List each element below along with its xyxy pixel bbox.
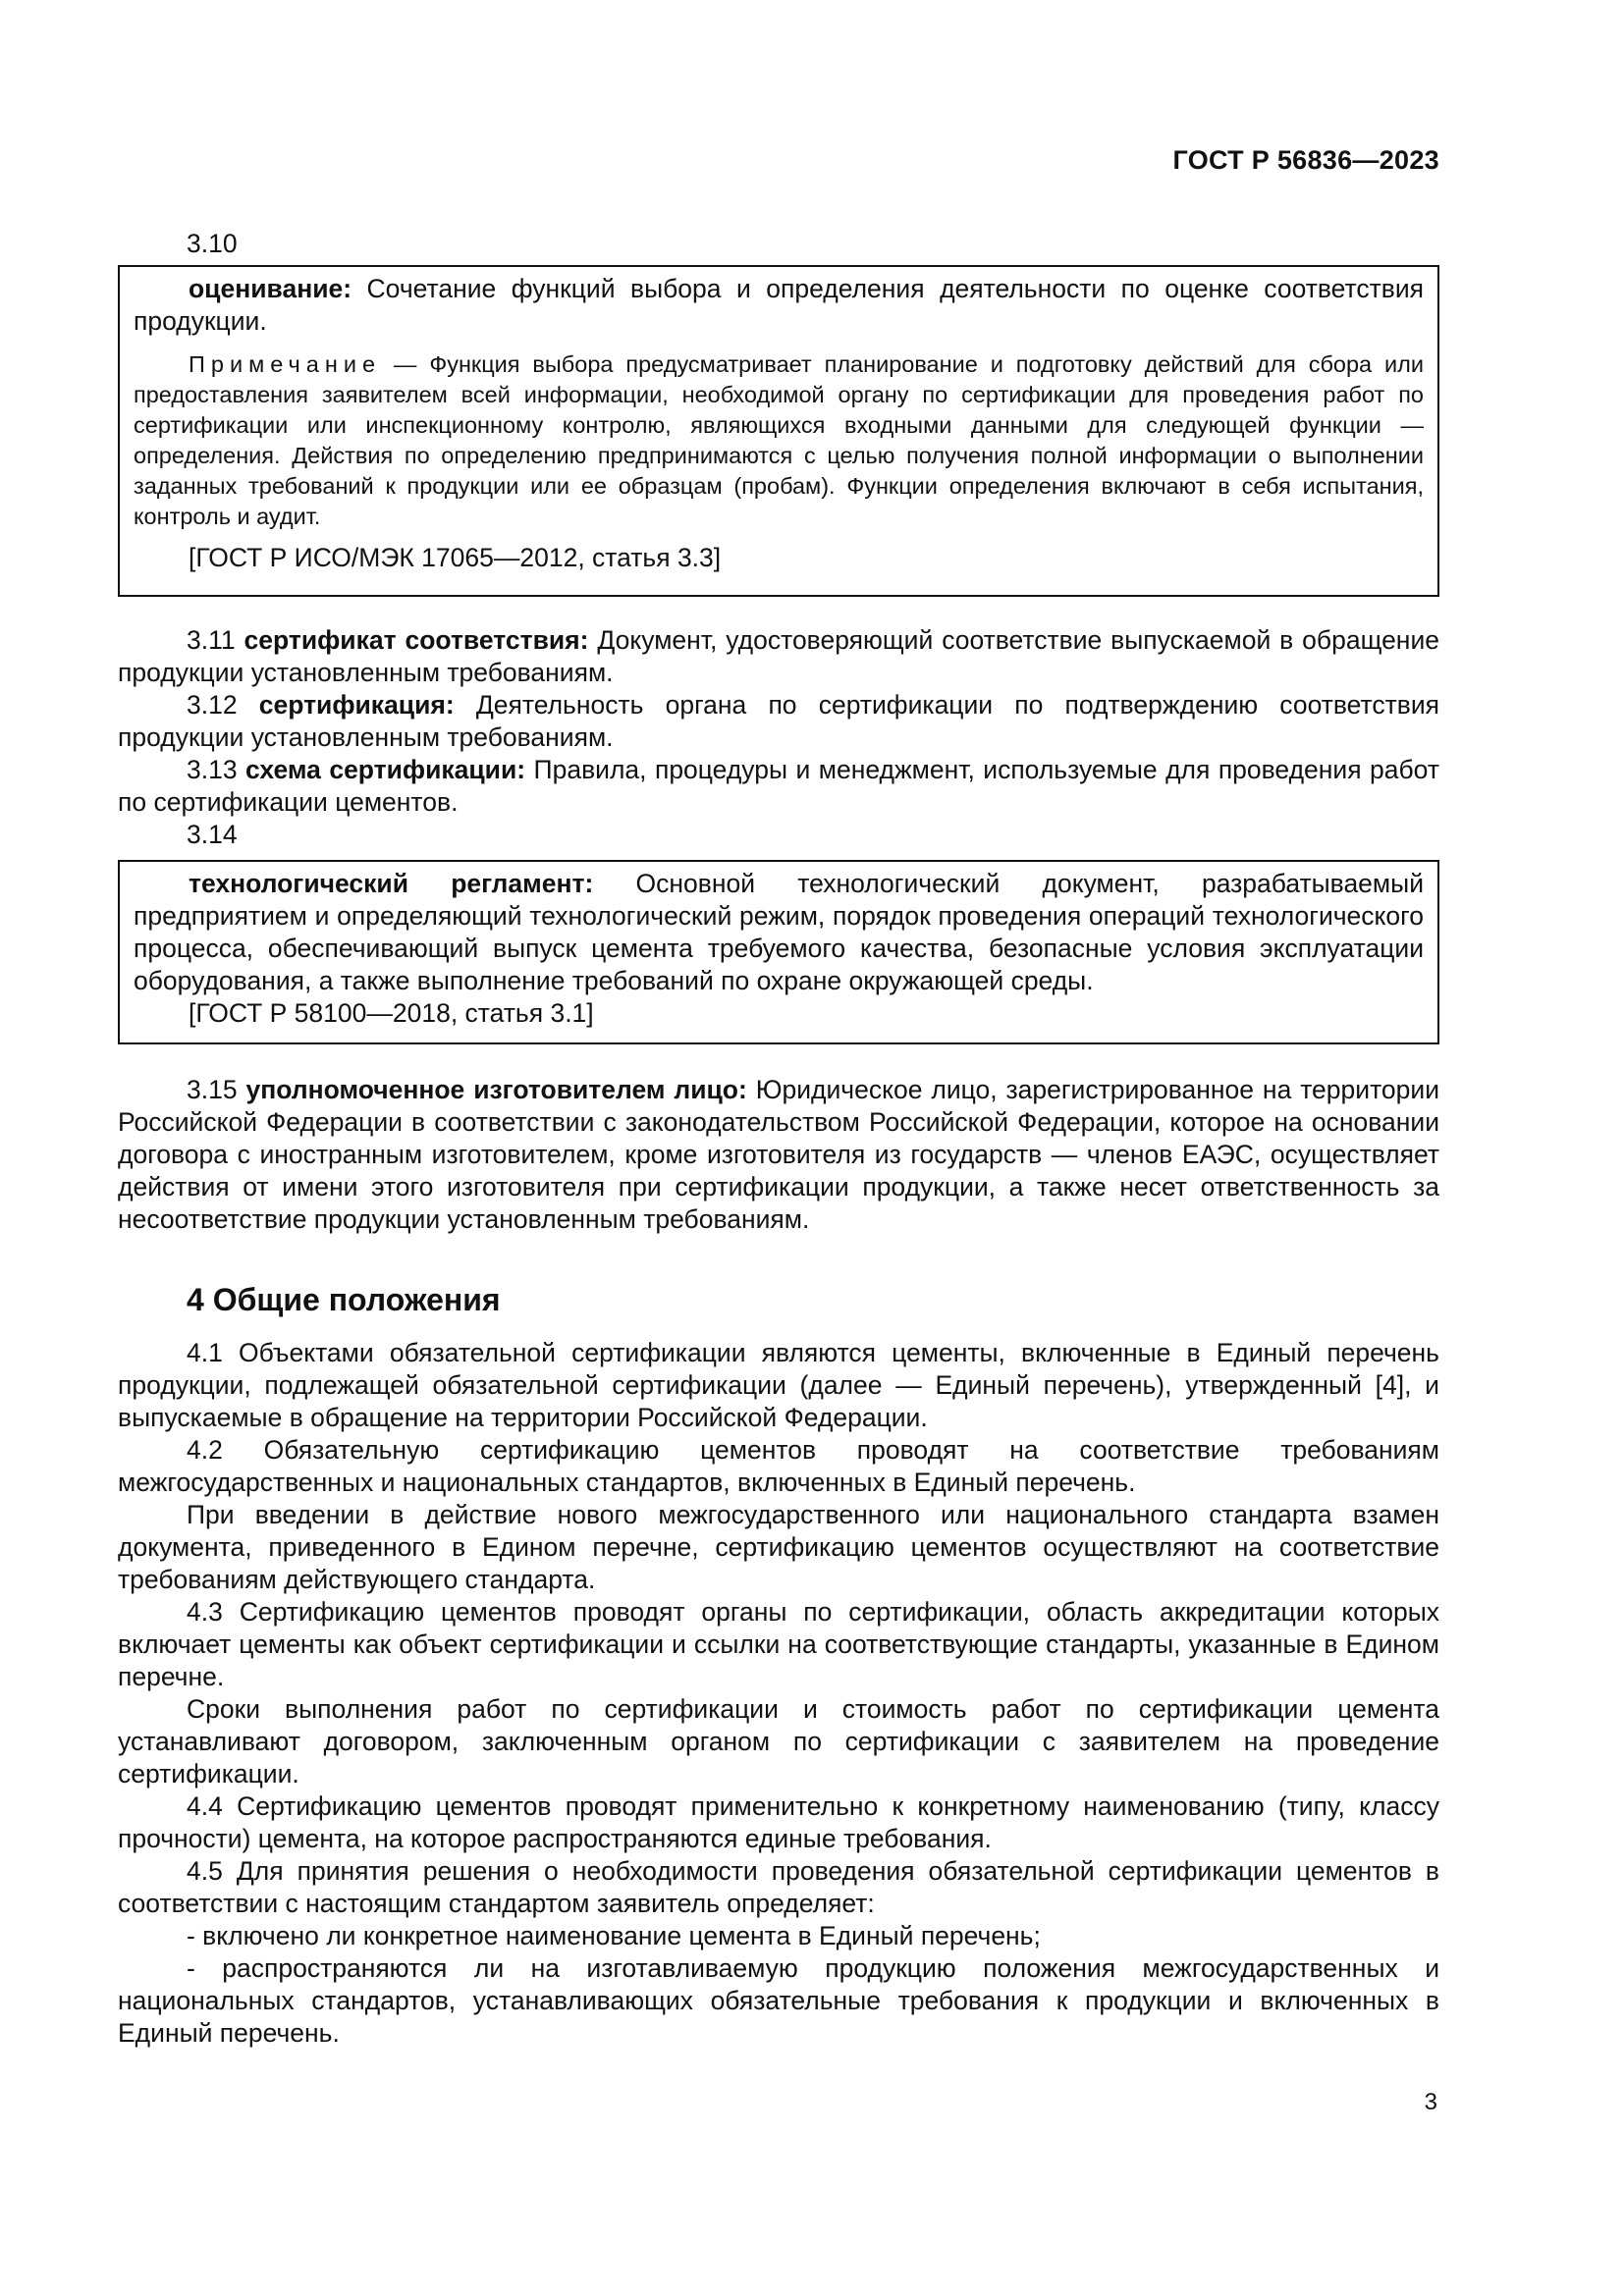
clause-number-3-14: 3.14 <box>187 820 238 849</box>
reference-3-10: [ГОСТ Р ИСО/МЭК 17065—2012, статья 3.3] <box>189 543 722 572</box>
clause-3-12: 3.12 сертификация: Деятельность органа по сертификации по подтверждению соответствия продукции установленным требованиям. <box>118 690 1439 752</box>
section-heading-4: 4 Общие положения <box>187 1282 501 1317</box>
clause-4-3-paragraph: Сроки выполнения работ по сертификации и стоимость работ по сертификации цемента устанавливают договором, заключенным органом по сертификации с заявителем на проведение сертификации. <box>118 1694 1439 1789</box>
clause-4-4: 4.4 Сертификацию цементов проводят применительно к конкретному наименованию (типу, классу прочности) цемента, на которое распространяются единые требования. <box>118 1791 1439 1853</box>
clause-3-11: 3.11 сертификат соответствия: Документ, удостоверяющий соответствие выпускаемой в обращение продукции установленным требованиям. <box>118 625 1439 687</box>
note-label: Примечание <box>189 351 382 377</box>
definition-3-10: Сочетание функций выбора и определения деятельности по оценке соответствия продукции. <box>134 274 1424 336</box>
list-item-1: - включено ли конкретное наименование цемента в Единый перечень; <box>187 1921 1041 1950</box>
list-item-2: - распространяются ли на изготавливаемую продукцию положения межгосударственных и национальных стандартов, устанавливающих обязательные требования к продукции и включенных в Единый перечень. <box>118 1953 1439 2048</box>
definition-3-14: Основной технологический документ, разрабатываемый предприятием и определяющий технологический режим, порядок проведения операций технологического процесса, обеспечивающий выпуск цемента требуемого качества, безопасные условия эксплуатации оборудования, а также выполнение требований по охране окружающей среды. <box>134 869 1424 995</box>
clause-number-3-10: 3.10 <box>187 229 238 258</box>
clause-4-3: 4.3 Сертификацию цементов проводят органы по сертификации, область аккредитации которых включает цементы как объект сертификации и ссылки на соответствующие стандарты, указанные в Едином перечне. <box>118 1597 1439 1691</box>
clause-4-2: 4.2 Обязательную сертификацию цементов проводят на соответствие требованиям межгосударственных и национальных стандартов, включенных в Единый перечень. <box>118 1435 1439 1497</box>
clause-3-13: 3.13 схема сертификации: Правила, процедуры и менеджмент, используемые для проведения работ по сертификации цементов. <box>118 755 1439 817</box>
definition-box-3-10 <box>118 265 1439 597</box>
clause-3-15: 3.15 уполномоченное изготовителем лицо: Юридическое лицо, зарегистрированное на территории Российской Федерации в соответствии с законодательством Российской Федерации, которое на основании договора с иностранным изготовителем, кроме изготовителя из государств — членов ЕАЭС, осуществляет действия от имени этого изготовителя при сертификации продукции, а также несет ответственность за несоответствие продукции установленным требованиям. <box>118 1075 1439 1234</box>
page-number: 3 <box>1424 2089 1437 2115</box>
term-3-14: технологический регламент: <box>189 869 594 898</box>
definition-box-3-14 <box>118 860 1439 1044</box>
term-3-10: оценивание: <box>189 274 352 303</box>
clause-4-2-paragraph: При введении в действие нового межгосударственного или национального стандарта взамен документа, приведенного в Едином перечне, сертификацию цементов осуществляют на соответствие требованиям действующего стандарта. <box>118 1500 1439 1594</box>
reference-3-14: [ГОСТ Р 58100—2018, статья 3.1] <box>189 998 594 1028</box>
clause-4-5: 4.5 Для принятия решения о необходимости проведения обязательной сертификации цементов в соответствии с настоящим стандартом заявитель определяет: <box>118 1856 1439 1918</box>
document-code: ГОСТ Р 56836—2023 <box>1172 145 1439 175</box>
clause-4-1: 4.1 Объектами обязательной сертификации являются цементы, включенные в Единый перечень продукции, подлежащей обязательной сертификации (далее — Единый перечень), утвержденный [4], и выпускаемые в обращение на территории Российской Федерации. <box>118 1338 1439 1432</box>
note-text: — Функция выбора предусматривает планирование и подготовку действий для сбора или предоставления заявителем всей информации, необходимой органу по сертификации для проведения работ по сертификации или инспекционному контролю, являющихся входными данными для следующей функции — определения. Действия по определению предпринимаются с целью получения полной информации о выполнении заданных требований к продукции или ее образцам (пробам). Функции определения включают в себя испытания, контроль и аудит. <box>134 351 1424 529</box>
